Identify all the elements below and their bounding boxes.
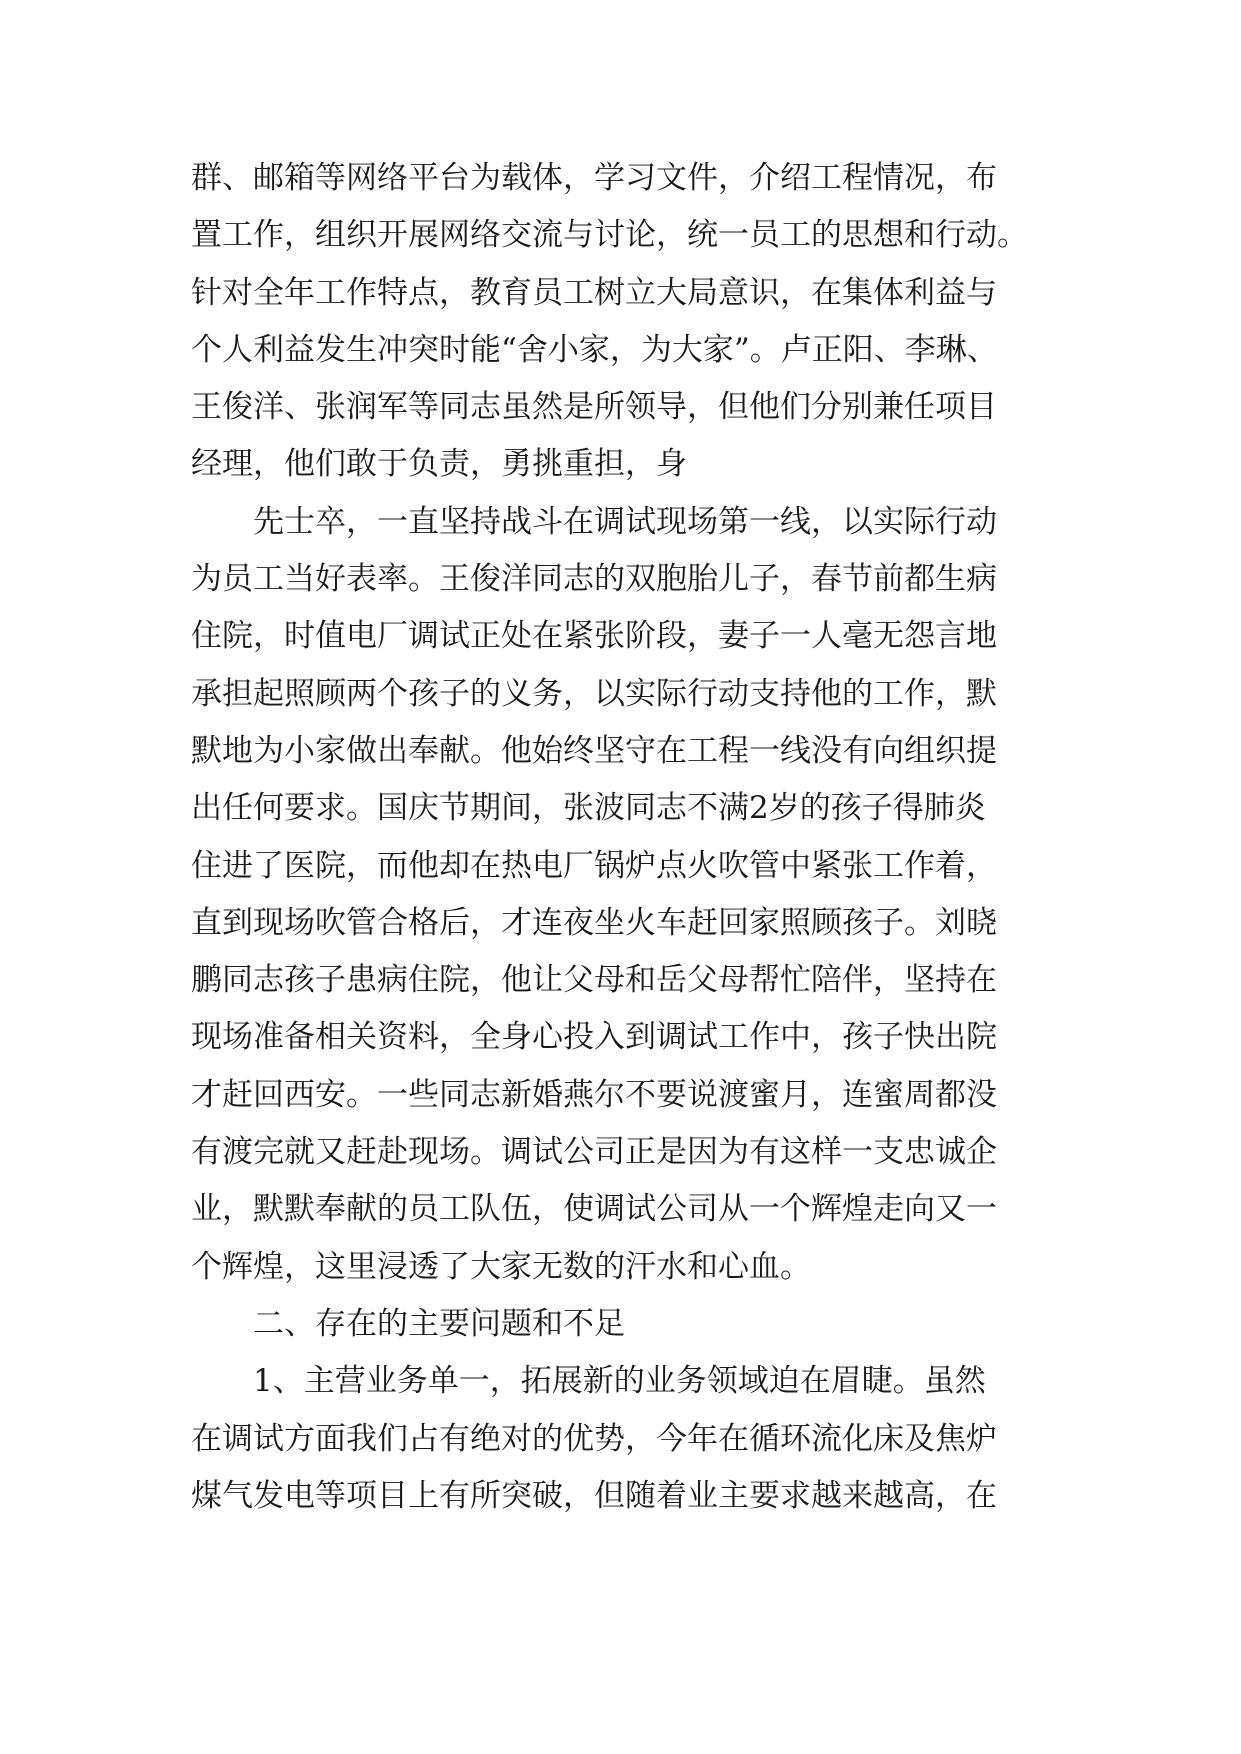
text-line: 针对全年工作特点，教育员工树立大局意识，在集体利益与 (191, 274, 997, 311)
text-line: 承担起照顾两个孩子的义务，以实际行动支持他的工作，默 (191, 675, 997, 712)
text-line: 鹏同志孩子患病住院，他让父母和岳父母帮忙陪伴，坚持在 (191, 962, 997, 999)
text-line: 先士卒，一直坚持战斗在调试现场第一线，以实际行动 (253, 503, 997, 540)
text-line: 1、主营业务单一，拓展新的业务领域迫在眉睫。虽然 (253, 1363, 986, 1400)
text-line: 业，默默奉献的员工队伍，使调试公司从一个辉煌走向又一 (191, 1191, 997, 1228)
text-line: 住进了医院，而他却在热电厂锅炉点火吹管中紧张工作着， (191, 847, 997, 884)
text-line: 王俊洋、张润军等同志虽然是所领导，但他们分别兼任项目 (191, 389, 997, 426)
text-line: 有渡完就又赶赴现场。调试公司正是因为有这样一支忠诚企 (191, 1134, 997, 1171)
section-heading-text: 二、存在的主要问题和不足 (253, 1305, 625, 1342)
text-line: 现场准备相关资料，全身心投入到调试工作中，孩子快出院 (191, 1019, 997, 1056)
text-line: 为员工当好表率。王俊洋同志的双胞胎儿子，春节前都生病 (191, 561, 997, 598)
text-line: 直到现场吹管合格后，才连夜坐火车赶回家照顾孩子。刘晓 (191, 904, 997, 941)
text-line: 群、邮箱等网络平台为载体，学习文件，介绍工程情况，布 (191, 160, 997, 196)
text-line: 置工作，组织开展网络交流与讨论，统一员工的思想和行动。 (191, 217, 1028, 254)
text-line: 默地为小家做出奉献。他始终坚守在工程一线没有向组织提 (191, 732, 997, 769)
text-line: 才赶回西安。一些同志新婚燕尔不要说渡蜜月，连蜜周都没 (191, 1076, 997, 1113)
text-line: 在调试方面我们占有绝对的优势，今年在循环流化床及焦炉 (191, 1420, 997, 1457)
text-line: 煤气发电等项目上有所突破，但随着业主要求越来越高，在 (191, 1477, 997, 1514)
paragraph-3 (191, 1353, 1053, 1525)
text-line: 住院，时值电厂调试正处在紧张阶段，妻子一人毫无怨言地 (191, 618, 997, 655)
text-line: 经理，他们敢于负责，勇挑重担，身 (191, 446, 687, 483)
document-body (191, 150, 1053, 1525)
section-heading (191, 1296, 1053, 1353)
text-line: 出任何要求。国庆节期间，张波同志不满2岁的孩子得肺炎 (191, 790, 986, 827)
paragraph-1 (191, 150, 1053, 494)
text-line: 个人利益发生冲突时能“舍小家，为大家”。卢正阳、李琳、 (191, 331, 998, 368)
text-line: 个辉煌，这里浸透了大家无数的汗水和心血。 (191, 1248, 811, 1285)
paragraph-2 (191, 494, 1053, 1296)
